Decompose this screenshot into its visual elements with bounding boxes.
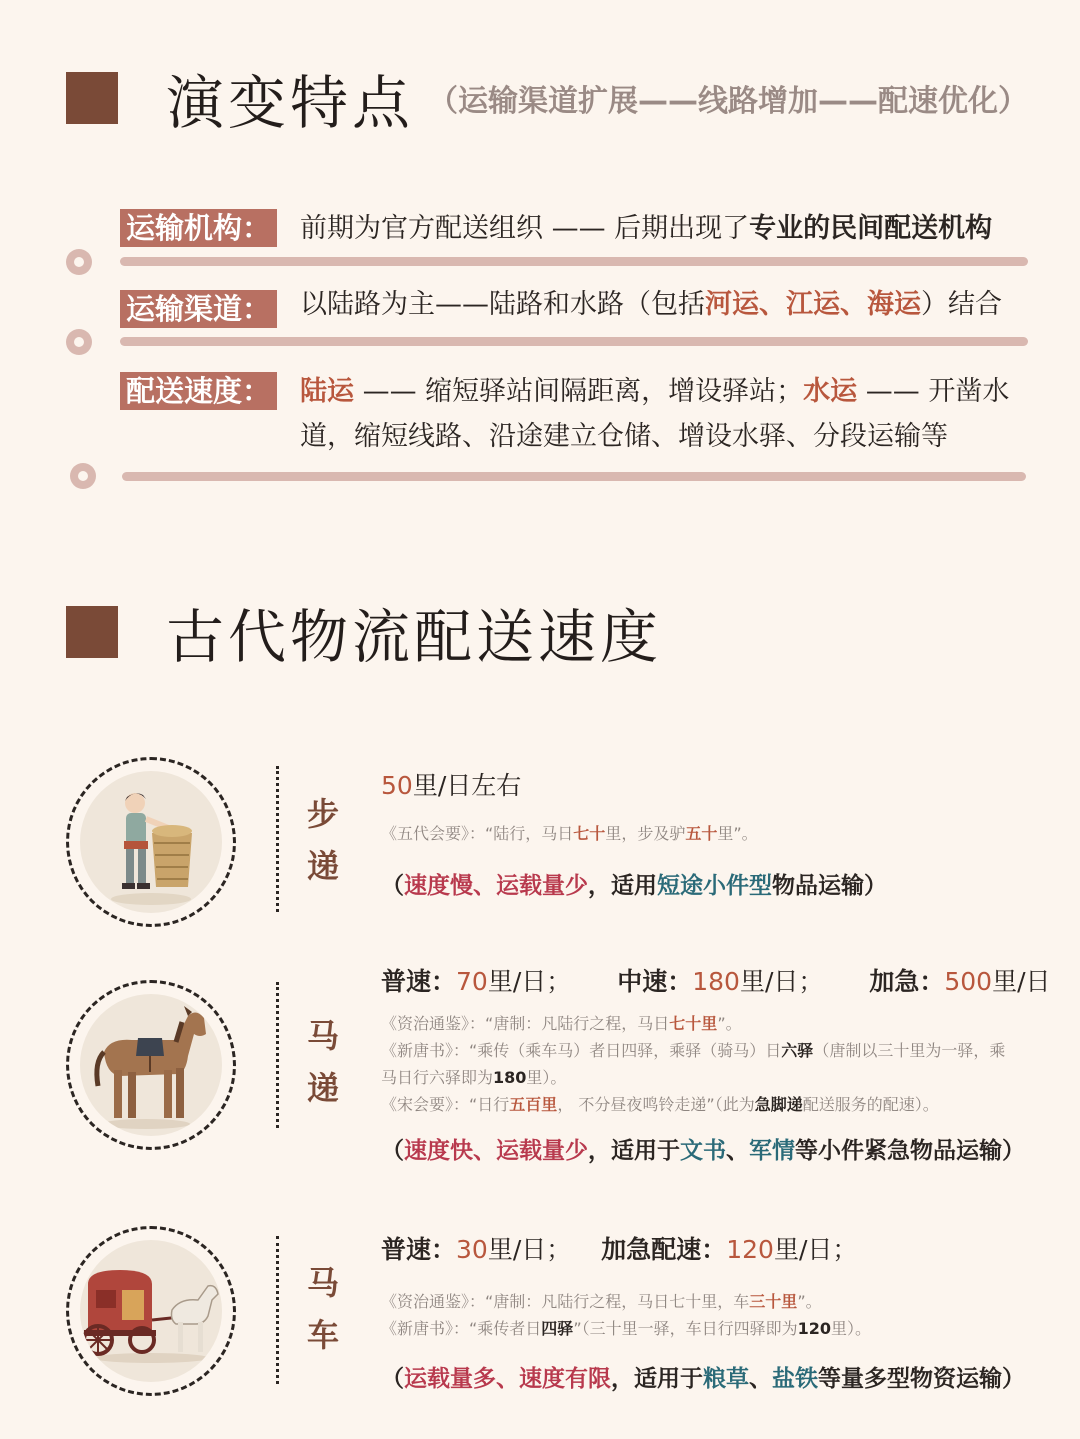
feature-text: 前期为官方配送组织 —— 后期出现了专业的民间配送机构: [300, 213, 993, 244]
citation: 《宋会要》：“日行五百里， 不分昼夜鸣铃走递”（此为急脚递配送服务的配速）。: [381, 1095, 939, 1114]
divider-bar: [120, 337, 1028, 346]
citation: 《资治通鉴》：“唐制：凡陆行之程，马日七十里，车三十里”。: [381, 1292, 822, 1311]
section-header-evolution: [66, 56, 1028, 140]
summary: （速度快、运载量少，适用于文书、军情等小件紧急物品运输）: [381, 1138, 1025, 1164]
section-subtitle: （运输渠道扩展——线路增加——配速优化）: [428, 84, 1029, 119]
item-title-horse-cart: 马 车: [306, 1264, 339, 1354]
illustration-frame: [66, 757, 236, 927]
feature-row-channel: [120, 282, 1028, 327]
citation: 《新唐书》：“乘传者日四驿”（三十里一驿，车日行四驿即为120里）。: [381, 1319, 872, 1338]
citation: 《资治通鉴》：“唐制：凡陆行之程，马日七十里”。: [381, 1014, 742, 1033]
feature-text: 陆运 —— 缩短驿站间隔距离，增设驿站；水运 —— 开凿水道，缩短线路、沿途建立仓储、增设水驿、分段运输等: [300, 376, 1010, 452]
feature-row-speed: [120, 369, 1028, 461]
item-title-walking-relay: 步 递: [306, 795, 339, 885]
bullet-icon: [66, 329, 92, 355]
speed-line: 普速：70里/日； 中速：180里/日； 加急：500里/日: [381, 967, 1051, 996]
bullet-icon: [70, 463, 96, 489]
citation: 《新唐书》：“乘传（乘车马）者日四驿，乘驿（骑马）日六驿（唐制以三十里为一驿，乘马日行六驿即为180里）。: [381, 1041, 1006, 1087]
item-content-horse-relay: [381, 962, 1051, 1165]
speed-line: 普速：30里/日； 加急配速：120里/日；: [381, 1235, 858, 1264]
section-header-speed: [66, 590, 662, 674]
item-title-horse-relay: 马 递: [306, 1017, 339, 1107]
divider-bar: [120, 257, 1028, 266]
section-title: 古代物流配送速度: [166, 603, 663, 671]
feature-label: 运输机构：: [120, 209, 277, 247]
vertical-divider: [276, 1236, 279, 1384]
feature-row-institution: [120, 206, 1028, 251]
feature-label: 运输渠道：: [120, 290, 277, 328]
section-marker-square: [66, 72, 118, 124]
citation: 《五代会要》：“陆行，马日七十里，步及驴五十里”。: [381, 824, 758, 843]
bullet-icon: [66, 249, 92, 275]
illustration-frame: [66, 980, 236, 1150]
divider-bar: [122, 472, 1026, 481]
horse-icon: [80, 994, 222, 1136]
vertical-divider: [276, 766, 279, 912]
vertical-divider: [276, 982, 279, 1128]
feature-label: 配送速度：: [120, 372, 277, 410]
horse-cart-icon: [80, 1240, 222, 1382]
feature-text: 以陆路为主——陆路和水路（包括河运、江运、海运）结合: [300, 289, 1002, 320]
section-title: 演变特点: [166, 69, 415, 137]
item-content-walking-relay: [381, 766, 1020, 900]
walker-carrying-basket-icon: [80, 771, 222, 913]
speed-line: 50里/日左右: [381, 771, 522, 800]
item-content-horse-cart: [381, 1230, 1025, 1393]
section-marker-square: [66, 606, 118, 658]
summary: （运载量多、速度有限，适用于粮草、盐铁等量多型物资运输）: [381, 1366, 1025, 1392]
illustration-frame: [66, 1226, 236, 1396]
summary: （速度慢、运载量少，适用短途小件型物品运输）: [381, 873, 887, 899]
